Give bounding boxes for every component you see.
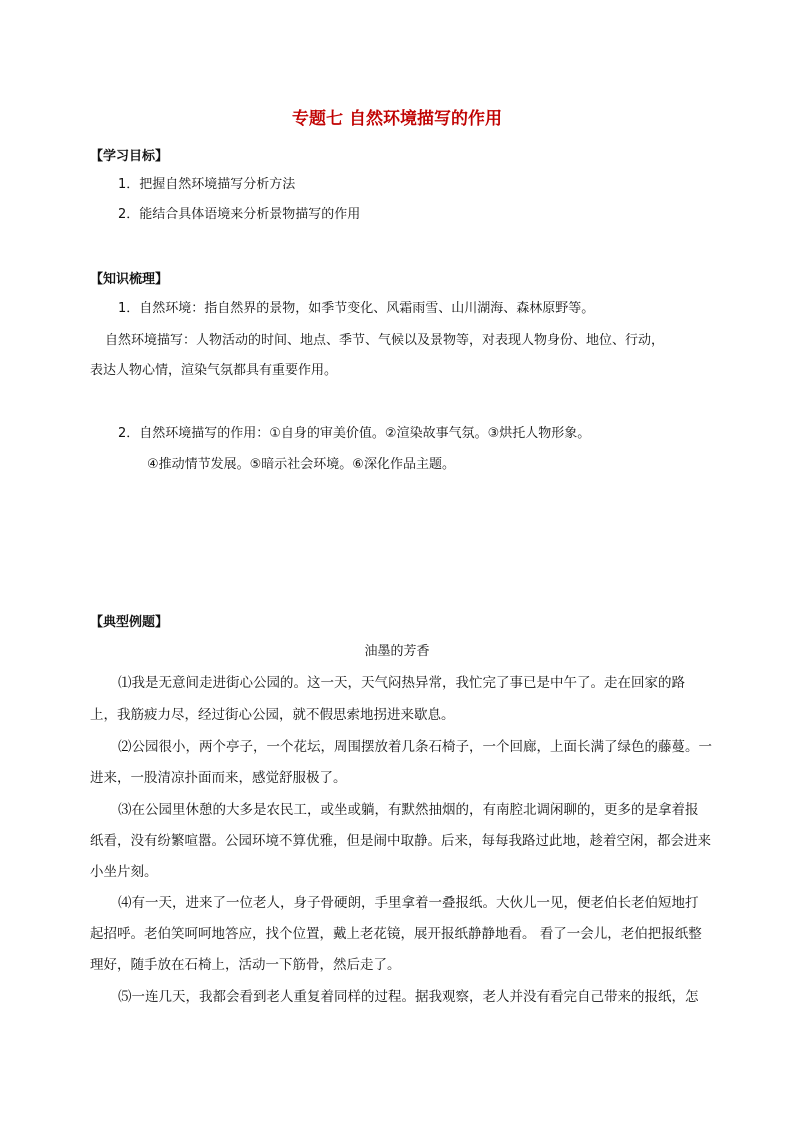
knowledge-line: ④推动情节发展。⑤暗示社会环境。⑥深化作品主题。	[147, 457, 455, 472]
essay-line: 起招呼。老伯笑呵呵地答应，找个位置，戴上老花镜，展开报纸静静地看。 看了一会儿，老伯把报纸整	[90, 926, 702, 942]
knowledge-line: 自然环境描写：人物活动的时间、地点、季节、气候以及景物等，对表现人物身份、地位、行动，	[105, 333, 665, 348]
essay-line: 理好，随手放在石椅上，活动一下筋骨，然后走了。	[90, 957, 401, 973]
knowledge-line: 2．自然环境描写的作用：①自身的审美价值。②渲染故事气氛。③烘托人物形象。	[118, 426, 591, 441]
knowledge-line: 1．自然环境：指自然界的景物，如季节变化、风霜雨雪、山川湖海、森林原野等。	[118, 301, 595, 316]
goal-item: 1．把握自然环境描写分析方法	[118, 177, 296, 192]
essay-line: 小坐片刻。	[90, 864, 158, 880]
essay-line: ⑵公园很小，两个亭子，一个花坛，周围摆放着几条石椅子，一个回廊，上面长满了绿色的藤蔓。一	[118, 739, 712, 755]
example-heading: 【典型例题】	[90, 615, 169, 630]
essay-line: 进来，一股清凉扑面而来，感觉舒服极了。	[90, 770, 347, 786]
essay-line: ⑷有一天，进来了一位老人，身子骨硬朗，手里拿着一叠报纸。大伙儿一见，便老伯长老伯短地打	[118, 895, 699, 911]
page-title: 专题七 自然环境描写的作用	[292, 109, 502, 129]
essay-line: ⑴我是无意间走进街心公园的。这一天，天气闷热异常，我忙完了事已是中午了。走在回家的路	[118, 675, 685, 691]
essay-line: 上，我筋疲力尽，经过街心公园，就不假思索地拐进来歇息。	[90, 707, 455, 723]
essay-line: ⑸一连几天，我都会看到老人重复着同样的过程。据我观察，老人并没有看完自己带来的报纸，怎	[118, 989, 699, 1005]
essay-line: ⑶在公园里休憩的大多是农民工，或坐或躺，有默然抽烟的，有南腔北调闲聊的，更多的是拿着报	[118, 802, 699, 818]
essay-line: 纸看，没有纷繁喧嚣。公园环境不算优雅，但是闹中取静。后来，每每我路过此地，趁着空闲，都会进来	[90, 833, 711, 849]
essay-title: 油墨的芳香	[364, 644, 430, 659]
knowledge-heading: 【知识梳理】	[90, 272, 169, 287]
goals-heading: 【学习目标】	[90, 149, 169, 164]
goal-item: 2．能结合具体语境来分析景物描写的作用	[118, 207, 361, 222]
knowledge-line: 表达人物心情，渲染气氛都具有重要作用。	[90, 363, 338, 378]
